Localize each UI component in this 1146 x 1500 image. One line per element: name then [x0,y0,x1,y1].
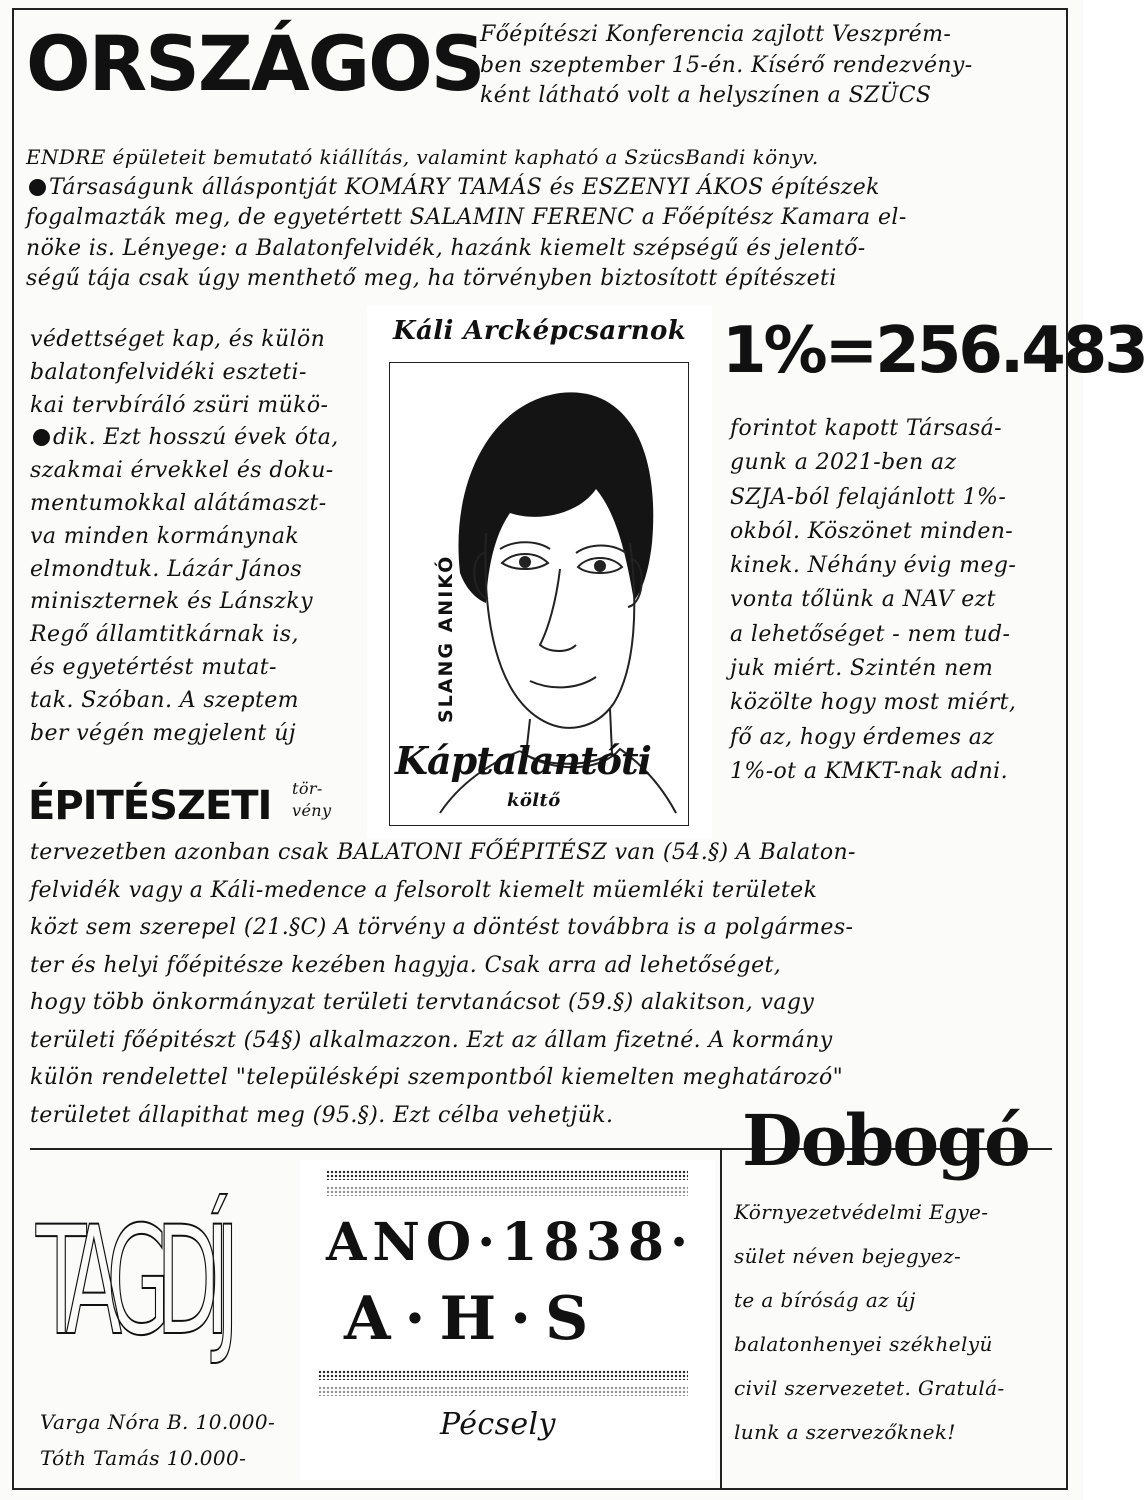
portrait-name: SLANG ANIKÓ [435,554,457,723]
bullet-icon [29,179,46,196]
left-line: va minden kormánynak [30,523,300,549]
continuation-line: ter és helyi főépitésze kezében hagyja. Csak arra ad lehetőséget, [30,952,782,978]
one-percent-line: gunk a 2021-ben az [730,450,957,476]
left-line: balatonfelvidéki eszteti- [30,359,307,385]
stipple-border-bottom [318,1370,688,1380]
headline-line: ként látható volt a helyszínen a SZÜCS [480,83,932,108]
left-line: védettséget kap, és külön [30,327,326,352]
left-line: és egyetértést mutat- [30,654,277,680]
inscription-initials: A·H·S [344,1284,603,1354]
one-percent-line: közölte hogy most miért, [730,690,1017,716]
continuation-line: hogy több önkormányzat területi tervtanácsot (59.§) alakitson, vagy [30,990,815,1015]
portrait-role: költő [507,790,561,811]
dobogo-line: balatonhenyei székhelyü [734,1332,993,1356]
headline-line: Főépítészi Konferencia zajlott Veszprém- [480,22,952,47]
one-percent-line [730,549,1016,583]
left-line: ber végén megjelent új [30,720,296,746]
left-line: elmondtuk. Lázár János [30,556,303,582]
continuation-line: közt sem szerepel (21.§C) A törvény a döntést továbbra is a polgármes- [30,915,854,940]
nose [540,569,576,651]
portrait-clipping [367,306,712,838]
dues-title: TAGDÍJ [36,1195,226,1369]
divider-dobogo [720,1148,722,1488]
heading-suffix-line: vény [292,801,332,820]
one-percent-line: vonta tőlünk a NAV ezt [730,587,996,613]
continuation-line: felvidék vagy a Káli-medence a felsorolt kiemelt müemléki területek [30,877,818,903]
continuation-line: külön rendelettel "településképi szempontból kiemelten meghatározó" [30,1065,844,1090]
one-percent-text [730,412,1016,789]
inscription-caption: Pécsely [440,1407,556,1442]
face-outline [485,533,634,728]
continuation-line: területi főépitészt (54§) alkalmazzon. Ezt az állam fizetné. A kormány [30,1027,833,1053]
dobogo-title: Dobogó [742,1099,1029,1182]
dues-donors [40,1404,275,1476]
dues-title-box [36,1160,306,1405]
section-heading-epiteszeti: ÉPITÉSZETI [28,783,272,829]
pupil-left [519,556,531,568]
headline-line: fogalmazták meg, de egyetértett SALAMIN FERENC a Főépítész Kamara el- [26,205,907,230]
dobogo-line: civil szervezetet. Gratulá- [734,1376,1005,1400]
one-percent-line: 1%-ot a KMKT-nak adni. [730,758,1008,784]
headline-line: ben szeptember 15-én. Kísérő rendezvény- [480,52,973,78]
one-percent-title: 1%=256.483 [722,314,1146,388]
left-line [30,685,339,718]
headline-title: ORSZÁGOS [26,19,484,108]
donor-line: Varga Nóra B. 10.000- [40,1410,276,1434]
headline-body [26,142,907,295]
dobogo-line: te a bíróság az új [734,1288,916,1312]
heading-suffix [292,778,331,822]
dobogo-text [734,1190,1005,1454]
brow-right [576,546,626,554]
bullet-icon [33,429,50,446]
continuation-line: területet állapithat meg (95.§). Ezt célba vehetjük. [30,1102,614,1128]
pupil-right [594,560,606,572]
one-percent-line: juk miért. Szintén nem [730,656,994,682]
left-line-text: tak. Szóban. A szeptem [30,687,299,713]
left-line: mentumokkal alátámaszt- [30,490,327,516]
continuation-line: tervezetben azonban csak BALATONI FŐÉPITÉSZ van (54.§) A Balaton- [30,840,856,865]
headline-line: ségű tája csak úgy menthető meg, ha törvényben biztosított építészeti [26,266,837,291]
one-percent-line: forintot kapott Társasá- [730,416,1002,441]
headline-intro [480,20,973,112]
left-line: miniszternek és Lánszky [30,589,313,615]
headline-line [26,173,907,204]
one-percent-line-text: kinek. Néhány évig meg- [730,553,1017,579]
stipple-border-top-2 [326,1186,688,1196]
portrait-place: Káptalantóti [395,738,651,783]
mouth [530,677,596,687]
left-line [30,422,339,455]
continuation-text [30,834,856,1134]
one-percent-line: SZJA-ból felajánlott 1%- [730,484,1007,510]
stipple-border-top [326,1170,688,1180]
stipple-border-bottom-2 [318,1386,688,1396]
headline-line: ENDRE épületeit bemutató kiállítás, valamint kapható a SzücsBandi könyv. [26,145,819,169]
left-line: Regő államtitkárnak is, [30,622,299,648]
one-percent-line: fő az, hogy érdemes az [730,724,995,750]
headline-line-text: Társaságunk álláspontját KOMÁRY TAMÁS és ESZENYI ÁKOS építészek [49,174,880,200]
left-column-text [30,324,339,750]
donor-line: Tóth Tamás 10.000- [40,1446,247,1470]
heading-suffix-line: tör- [292,779,323,798]
headline-line: nöke is. Lényege: a Balatonfelvidék, hazánk kiemelt szépségű és jelentő- [26,235,866,261]
one-percent-line: a lehetőséget - nem tud- [730,621,1011,647]
inscription-clipping [300,1160,715,1480]
dobogo-line: lunk a szervezőknek! [734,1420,956,1444]
one-percent-line: okból. Köszönet minden- [730,518,1014,544]
dobogo-line: sület néven bejegyez- [734,1244,962,1268]
inscription-year: ANO·1838· [326,1212,695,1273]
left-line: kai tervbíráló zsüri mükö- [30,392,329,418]
left-line-text: dik. Ezt hosszú évek óta, [53,425,339,451]
portrait-header: Káli Arcképcsarnok [393,316,687,346]
brow-left [500,542,550,549]
left-line: szakmai érvekkel és doku- [30,458,334,484]
hair-shape [458,392,653,603]
dobogo-line: Környezetvédelmi Egye- [734,1200,989,1224]
